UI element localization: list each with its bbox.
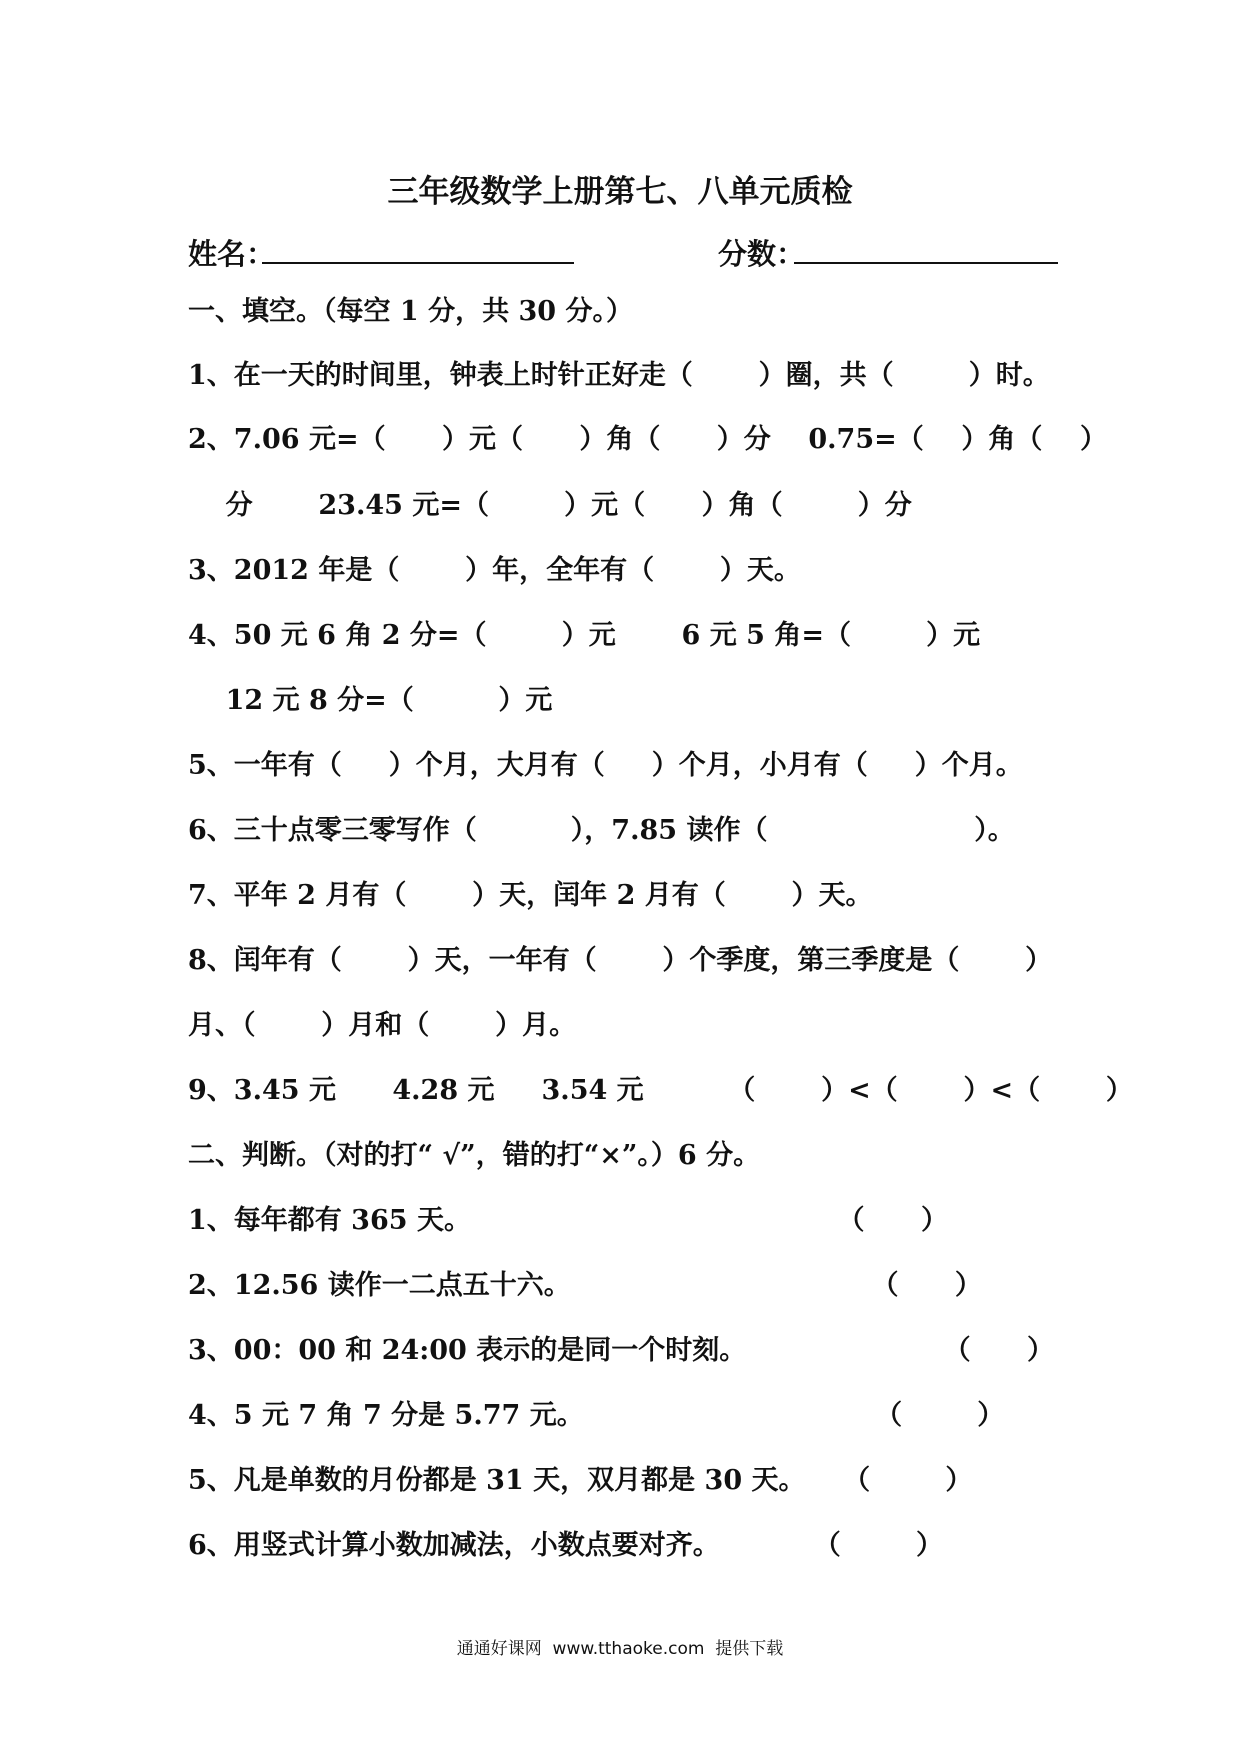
question-line: 1、在一天的时间里，钟表上时针正好走（ ）圈，共（ ）时。	[188, 360, 1050, 391]
question-line: 1、每年都有 365 天。 （ ）	[188, 1205, 948, 1236]
name-label: 姓名：	[188, 237, 276, 271]
page-title: 三年级数学上册第七、八单元质检	[387, 174, 853, 210]
question-line: 7、平年 2 月有（ ）天，闰年 2 月有（ ）天。	[188, 880, 873, 911]
question-line: 分 23.45 元=（ ）元（ ）角（ ）分	[188, 490, 912, 521]
question-line: 12 元 8 分=（ ）元	[188, 685, 553, 716]
question-line: 9、3.45 元 4.28 元 3.54 元 （ ）<（ ）<（ ）	[188, 1075, 1133, 1106]
footer-source: 通通好课网 www.tthaoke.com 提供下载	[456, 1639, 784, 1659]
question-line: 6、用竖式计算小数加减法，小数点要对齐。 （ ）	[188, 1530, 943, 1561]
question-line: 8、闰年有（ ）天，一年有（ ）个季度，第三季度是（ ）	[188, 945, 1053, 976]
question-line: 5、凡是单数的月份都是 31 天，双月都是 30 天。 （ ）	[188, 1465, 973, 1496]
score-blank[interactable]	[794, 262, 1058, 264]
score-label: 分数：	[718, 237, 806, 271]
section-fill-blank-heading: 一、填空。（每空 1 分，共 30 分。）	[188, 296, 633, 327]
question-line: 5、一年有（ ）个月，大月有（ ）个月，小月有（ ）个月。	[188, 750, 1023, 781]
question-line: 3、00：00 和 24:00 表示的是同一个时刻。 （ ）	[188, 1335, 1055, 1366]
name-blank[interactable]	[262, 262, 574, 264]
question-line: 2、7.06 元=（ ）元（ ）角（ ）分 0.75=（ ）角（ ）	[188, 424, 1107, 455]
question-line: 月、（ ）月和（ ）月。	[188, 1010, 577, 1041]
question-line: 4、5 元 7 角 7 分是 5.77 元。 （ ）	[188, 1400, 1005, 1431]
question-line: 4、50 元 6 角 2 分=（ ）元 6 元 5 角=（ ）元	[188, 620, 981, 651]
question-line: 3、2012 年是（ ）年，全年有（ ）天。	[188, 555, 801, 586]
section-judgment-heading: 二、判断。（对的打“ √”，错的打“×”。）6 分。	[188, 1140, 761, 1171]
question-line: 2、12.56 读作一二点五十六。 （ ）	[188, 1270, 982, 1301]
question-line: 6、三十点零三零写作（ ），7.85 读作（ ）。	[188, 815, 1015, 846]
